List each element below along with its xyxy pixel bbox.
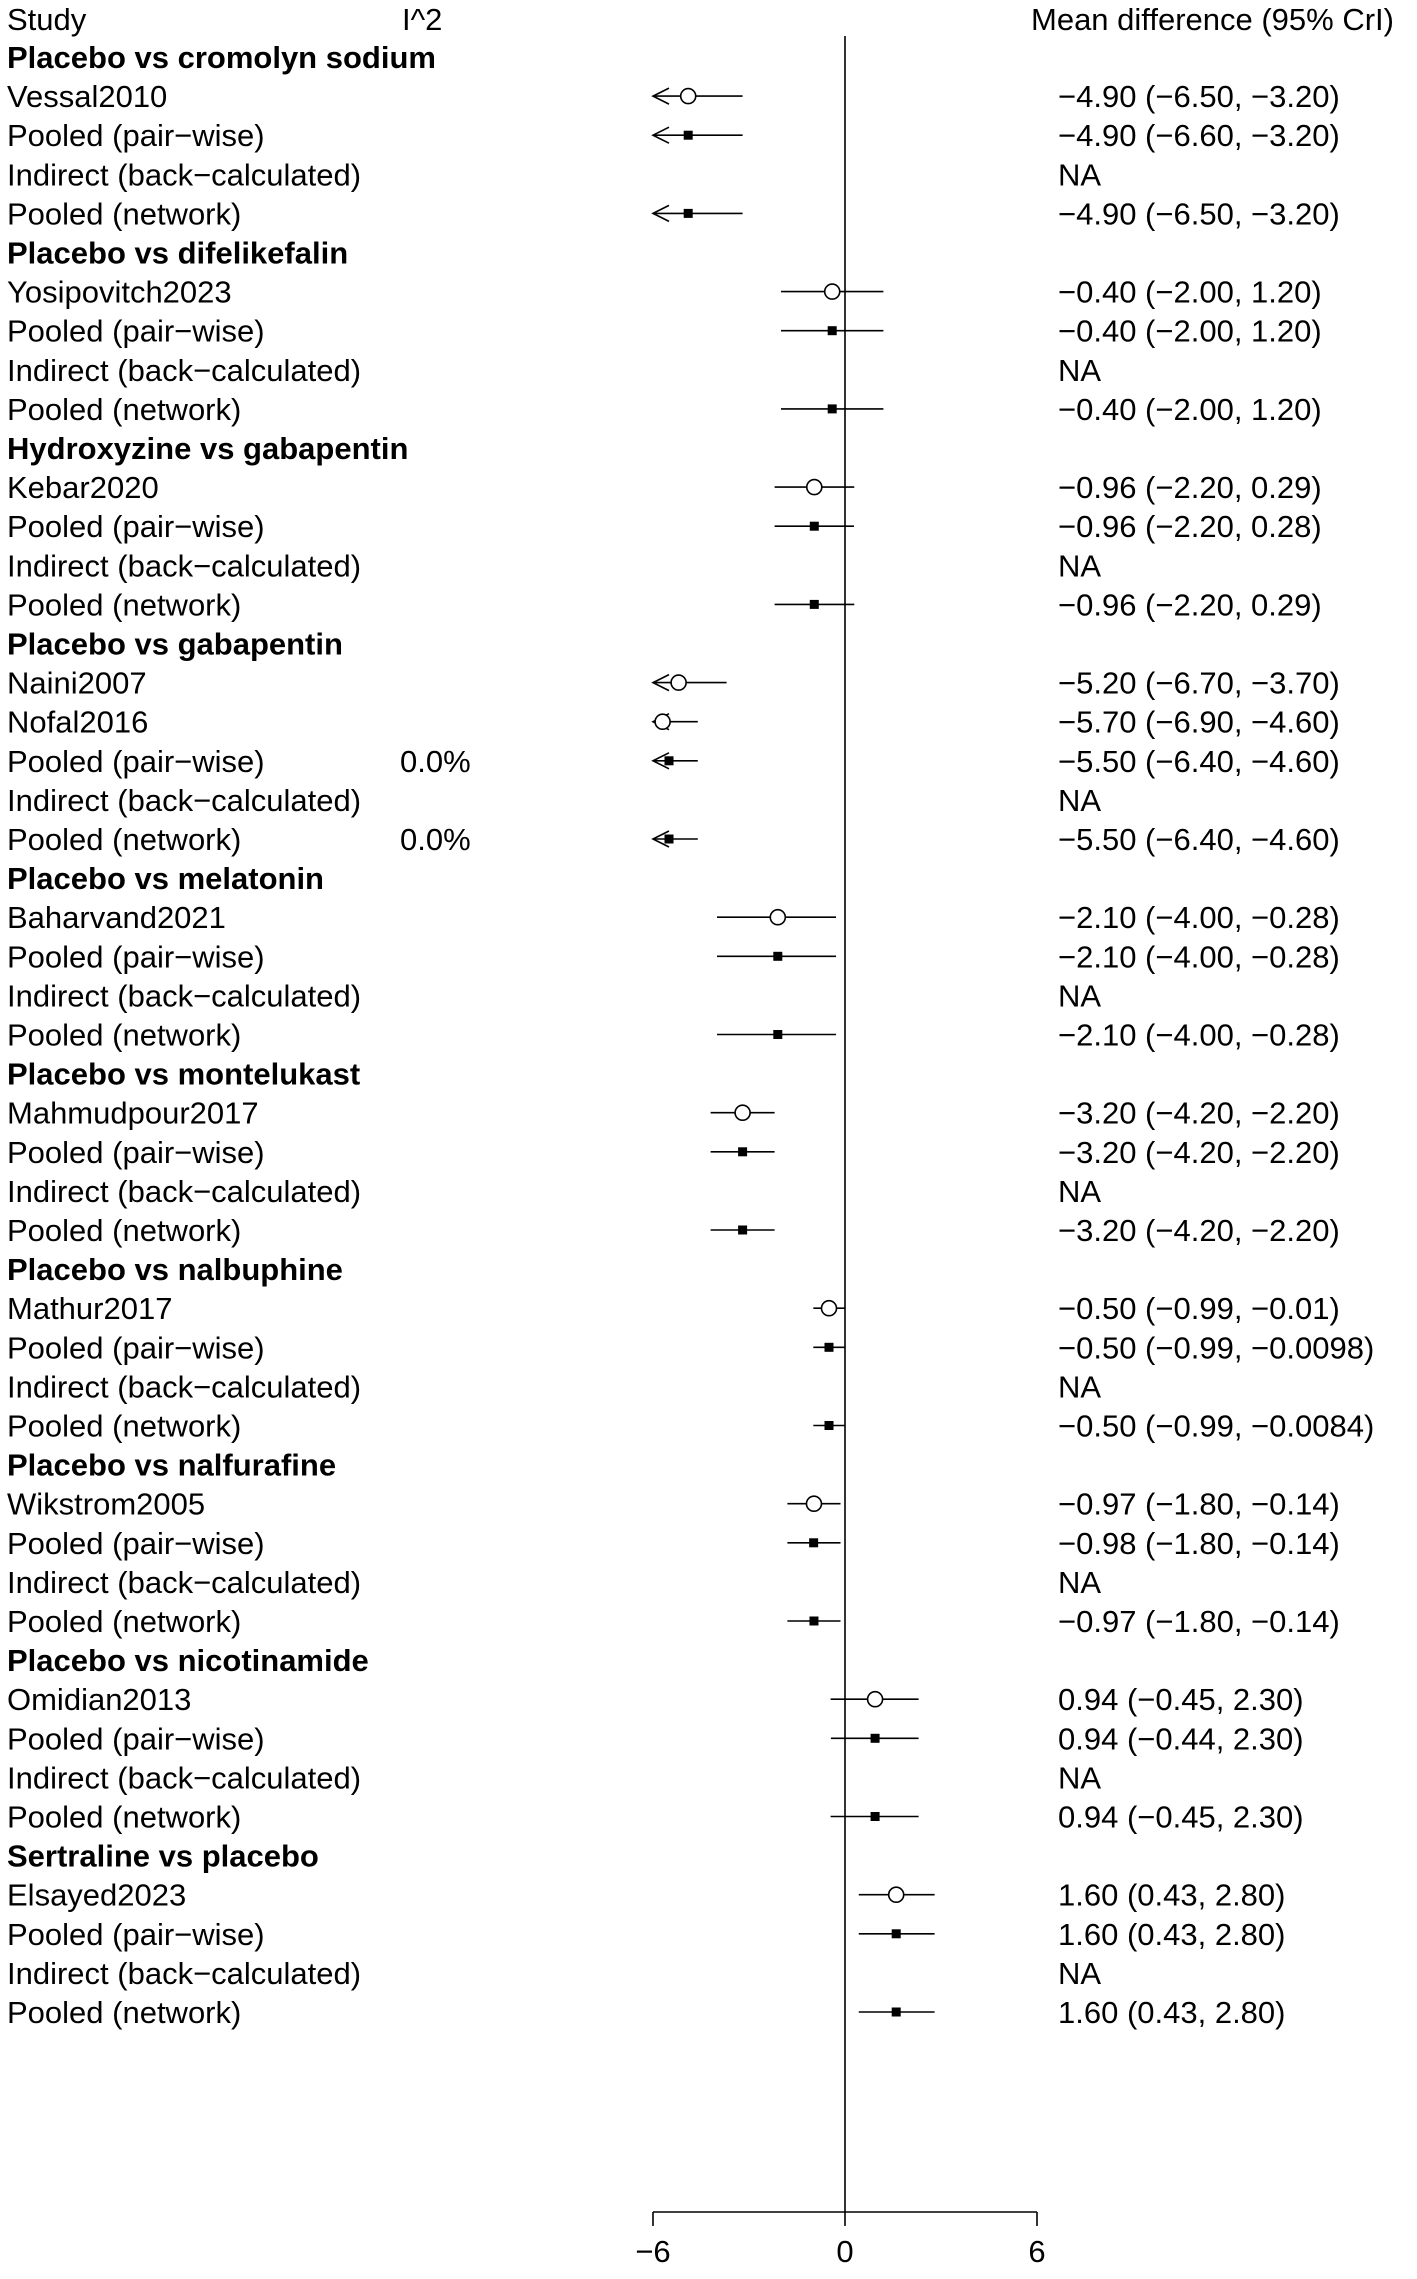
row-estimate: −0.50 (−0.99, −0.0098) bbox=[1058, 1330, 1375, 1366]
row-estimate: NA bbox=[1058, 782, 1102, 818]
table-row bbox=[7, 353, 1101, 388]
row-label: Indirect (back−calculated) bbox=[7, 548, 362, 584]
row-estimate: −0.97 (−1.80, −0.14) bbox=[1058, 1486, 1340, 1522]
group-title: Sertraline vs placebo bbox=[7, 1838, 319, 1874]
row-label: Yosipovitch2023 bbox=[7, 274, 232, 310]
pooled-point bbox=[828, 404, 837, 413]
table-row bbox=[7, 157, 1101, 192]
table-row bbox=[7, 1682, 1304, 1717]
row-label: Naini2007 bbox=[7, 665, 147, 701]
pooled-point bbox=[809, 1617, 818, 1626]
rows-layer bbox=[7, 40, 1374, 2030]
row-label: Mahmudpour2017 bbox=[7, 1095, 259, 1131]
table-row bbox=[7, 587, 1322, 622]
header-i2: I^2 bbox=[402, 2, 443, 37]
row-estimate: NA bbox=[1058, 548, 1102, 584]
row-estimate: −0.40 (−2.00, 1.20) bbox=[1058, 274, 1322, 310]
row-label: Pooled (network) bbox=[7, 1017, 242, 1053]
study-point bbox=[807, 480, 822, 495]
row-estimate: −0.96 (−2.20, 0.28) bbox=[1058, 509, 1322, 545]
row-estimate: 0.94 (−0.45, 2.30) bbox=[1058, 1682, 1304, 1718]
row-label: Indirect (back−calculated) bbox=[7, 352, 362, 388]
table-row bbox=[7, 1800, 1304, 1835]
study-point bbox=[822, 1301, 837, 1316]
table-row bbox=[7, 1526, 1340, 1561]
row-estimate: −0.50 (−0.99, −0.01) bbox=[1058, 1291, 1340, 1327]
header-study: Study bbox=[7, 2, 87, 37]
table-row bbox=[7, 275, 1322, 310]
pooled-point bbox=[665, 756, 674, 765]
row-estimate: NA bbox=[1058, 978, 1102, 1014]
pooled-point bbox=[684, 209, 693, 218]
study-point bbox=[868, 1692, 883, 1707]
pooled-point bbox=[892, 2008, 901, 2017]
study-point bbox=[889, 1887, 904, 1902]
x-tick-label: 6 bbox=[1028, 2234, 1046, 2269]
row-estimate: −0.96 (−2.20, 0.29) bbox=[1058, 470, 1322, 506]
row-label: Pooled (network) bbox=[7, 1995, 242, 2030]
table-row bbox=[7, 744, 1340, 779]
row-label: Indirect (back−calculated) bbox=[7, 1955, 362, 1991]
table-row bbox=[7, 196, 1340, 231]
table-row bbox=[7, 1291, 1340, 1326]
table-row bbox=[7, 1956, 1101, 1991]
row-estimate: −0.96 (−2.20, 0.29) bbox=[1058, 587, 1322, 623]
group-title: Placebo vs melatonin bbox=[7, 861, 324, 897]
row-estimate: −2.10 (−4.00, −0.28) bbox=[1058, 939, 1340, 975]
row-label: Pooled (pair−wise) bbox=[7, 1916, 265, 1952]
study-point bbox=[825, 284, 840, 299]
table-row bbox=[7, 1604, 1340, 1639]
row-label: Wikstrom2005 bbox=[7, 1486, 206, 1522]
row-label: Elsayed2023 bbox=[7, 1877, 187, 1913]
table-row bbox=[7, 1096, 1340, 1131]
table-row bbox=[7, 1409, 1374, 1444]
row-label: Pooled (network) bbox=[7, 822, 242, 857]
row-estimate: NA bbox=[1058, 1173, 1102, 1209]
row-label: Indirect (back−calculated) bbox=[7, 157, 362, 193]
pooled-point bbox=[825, 1343, 834, 1352]
row-label: Nofal2016 bbox=[7, 704, 149, 740]
table-row bbox=[7, 1018, 1340, 1053]
row-estimate: NA bbox=[1058, 352, 1102, 388]
table-row bbox=[7, 1174, 1101, 1209]
row-i2: 0.0% bbox=[400, 822, 471, 857]
table-row bbox=[7, 978, 1101, 1013]
row-estimate: 1.60 (0.43, 2.80) bbox=[1058, 1995, 1286, 2030]
table-row bbox=[7, 1565, 1101, 1600]
row-label: Indirect (back−calculated) bbox=[7, 1369, 362, 1405]
table-row bbox=[7, 822, 1340, 857]
row-label: Omidian2013 bbox=[7, 1682, 192, 1718]
pooled-point bbox=[828, 326, 837, 335]
row-estimate: 0.94 (−0.45, 2.30) bbox=[1058, 1799, 1304, 1835]
table-row bbox=[7, 1878, 1286, 1913]
row-label: Pooled (pair−wise) bbox=[7, 509, 265, 545]
row-label: Pooled (pair−wise) bbox=[7, 1525, 265, 1561]
row-label: Pooled (network) bbox=[7, 1213, 242, 1248]
row-label: Pooled (network) bbox=[7, 1604, 242, 1639]
row-estimate: −0.40 (−2.00, 1.20) bbox=[1058, 313, 1322, 349]
row-label: Pooled (pair−wise) bbox=[7, 1330, 265, 1366]
x-tick-label: −6 bbox=[635, 2234, 671, 2269]
row-estimate: −4.90 (−6.50, −3.20) bbox=[1058, 196, 1340, 232]
row-estimate: −2.10 (−4.00, −0.28) bbox=[1058, 1017, 1340, 1053]
pooled-point bbox=[809, 1538, 818, 1547]
row-label: Pooled (network) bbox=[7, 587, 242, 623]
table-row bbox=[7, 1213, 1340, 1248]
table-row bbox=[7, 1135, 1340, 1170]
row-label: Vessal2010 bbox=[7, 79, 168, 115]
table-row bbox=[7, 705, 1340, 740]
row-label: Pooled (pair−wise) bbox=[7, 939, 265, 975]
row-estimate: −0.98 (−1.80, −0.14) bbox=[1058, 1525, 1340, 1561]
study-point bbox=[671, 675, 686, 690]
row-estimate: 1.60 (0.43, 2.80) bbox=[1058, 1916, 1286, 1952]
row-estimate: NA bbox=[1058, 157, 1102, 193]
table-row bbox=[7, 314, 1322, 349]
table-row bbox=[7, 509, 1322, 544]
study-point bbox=[770, 910, 785, 925]
table-row bbox=[7, 1760, 1101, 1795]
pooled-point bbox=[825, 1421, 834, 1430]
row-estimate: 0.94 (−0.44, 2.30) bbox=[1058, 1721, 1304, 1757]
row-label: Pooled (pair−wise) bbox=[7, 118, 265, 154]
table-row bbox=[7, 548, 1101, 583]
row-estimate: −0.97 (−1.80, −0.14) bbox=[1058, 1604, 1340, 1639]
row-estimate: −3.20 (−4.20, −2.20) bbox=[1058, 1134, 1340, 1170]
pooled-point bbox=[738, 1226, 747, 1235]
table-row bbox=[7, 79, 1340, 114]
row-label: Pooled (pair−wise) bbox=[7, 1721, 265, 1757]
row-estimate: −5.70 (−6.90, −4.60) bbox=[1058, 704, 1340, 740]
row-label: Pooled (network) bbox=[7, 1799, 242, 1835]
study-point bbox=[806, 1496, 821, 1511]
group-title: Placebo vs nalfurafine bbox=[7, 1447, 337, 1483]
row-estimate: −5.50 (−6.40, −4.60) bbox=[1058, 743, 1340, 779]
row-estimate: NA bbox=[1058, 1760, 1102, 1796]
group-title: Placebo vs difelikefalin bbox=[7, 235, 349, 271]
table-row bbox=[7, 1917, 1286, 1952]
pooled-point bbox=[892, 1929, 901, 1938]
x-tick-label: 0 bbox=[836, 2234, 854, 2269]
row-estimate: −3.20 (−4.20, −2.20) bbox=[1058, 1213, 1340, 1248]
row-estimate: −0.40 (−2.00, 1.20) bbox=[1058, 391, 1322, 427]
row-estimate: −4.90 (−6.50, −3.20) bbox=[1058, 79, 1340, 115]
row-label: Mathur2017 bbox=[7, 1291, 173, 1327]
table-row bbox=[7, 1369, 1101, 1404]
group-title: Placebo vs nalbuphine bbox=[7, 1252, 343, 1288]
row-estimate: −0.50 (−0.99, −0.0084) bbox=[1058, 1408, 1375, 1444]
row-label: Pooled (network) bbox=[7, 391, 242, 427]
row-estimate: NA bbox=[1058, 1564, 1102, 1600]
pooled-point bbox=[738, 1147, 747, 1156]
study-point bbox=[681, 89, 696, 104]
row-estimate: 1.60 (0.43, 2.80) bbox=[1058, 1877, 1286, 1913]
row-label: Pooled (network) bbox=[7, 196, 242, 232]
pooled-point bbox=[871, 1734, 880, 1743]
row-label: Indirect (back−calculated) bbox=[7, 1173, 362, 1209]
group-title: Placebo vs cromolyn sodium bbox=[7, 40, 436, 75]
row-label: Indirect (back−calculated) bbox=[7, 782, 362, 818]
header-effect: Mean difference (95% CrI) bbox=[1031, 2, 1394, 37]
study-point bbox=[655, 714, 670, 729]
row-label: Kebar2020 bbox=[7, 470, 159, 506]
group-title: Hydroxyzine vs gabapentin bbox=[7, 431, 409, 466]
row-estimate: −5.50 (−6.40, −4.60) bbox=[1058, 822, 1340, 857]
row-label: Pooled (pair−wise) bbox=[7, 313, 265, 349]
row-label: Baharvand2021 bbox=[7, 900, 226, 936]
table-row bbox=[7, 1721, 1304, 1756]
table-row bbox=[7, 118, 1340, 153]
table-row bbox=[7, 900, 1340, 935]
row-label: Pooled (pair−wise) bbox=[7, 1134, 265, 1170]
row-estimate: −4.90 (−6.60, −3.20) bbox=[1058, 118, 1340, 154]
row-estimate: NA bbox=[1058, 1369, 1102, 1405]
table-row bbox=[7, 470, 1322, 505]
group-title: Placebo vs montelukast bbox=[7, 1056, 361, 1092]
row-label: Pooled (network) bbox=[7, 1408, 242, 1444]
table-row bbox=[7, 666, 1340, 701]
row-estimate: −2.10 (−4.00, −0.28) bbox=[1058, 900, 1340, 936]
table-row bbox=[7, 939, 1340, 974]
study-point bbox=[735, 1105, 750, 1120]
table-row bbox=[7, 1487, 1340, 1522]
row-estimate: NA bbox=[1058, 1955, 1102, 1991]
pooled-point bbox=[810, 522, 819, 531]
row-estimate: −3.20 (−4.20, −2.20) bbox=[1058, 1095, 1340, 1131]
table-row bbox=[7, 783, 1101, 818]
pooled-point bbox=[871, 1812, 880, 1821]
table-row bbox=[7, 1995, 1286, 2030]
pooled-point bbox=[773, 1030, 782, 1039]
group-title: Placebo vs nicotinamide bbox=[7, 1643, 369, 1679]
pooled-point bbox=[773, 952, 782, 961]
row-label: Indirect (back−calculated) bbox=[7, 1760, 362, 1796]
table-row bbox=[7, 1330, 1374, 1365]
x-axis bbox=[635, 2212, 1045, 2269]
row-label: Pooled (pair−wise) bbox=[7, 743, 265, 779]
row-label: Indirect (back−calculated) bbox=[7, 978, 362, 1014]
row-label: Indirect (back−calculated) bbox=[7, 1564, 362, 1600]
table-row bbox=[7, 392, 1322, 427]
pooled-point bbox=[684, 131, 693, 140]
pooled-point bbox=[665, 835, 674, 844]
row-estimate: −5.20 (−6.70, −3.70) bbox=[1058, 665, 1340, 701]
group-title: Placebo vs gabapentin bbox=[7, 626, 343, 662]
row-i2: 0.0% bbox=[400, 743, 471, 779]
pooled-point bbox=[810, 600, 819, 609]
